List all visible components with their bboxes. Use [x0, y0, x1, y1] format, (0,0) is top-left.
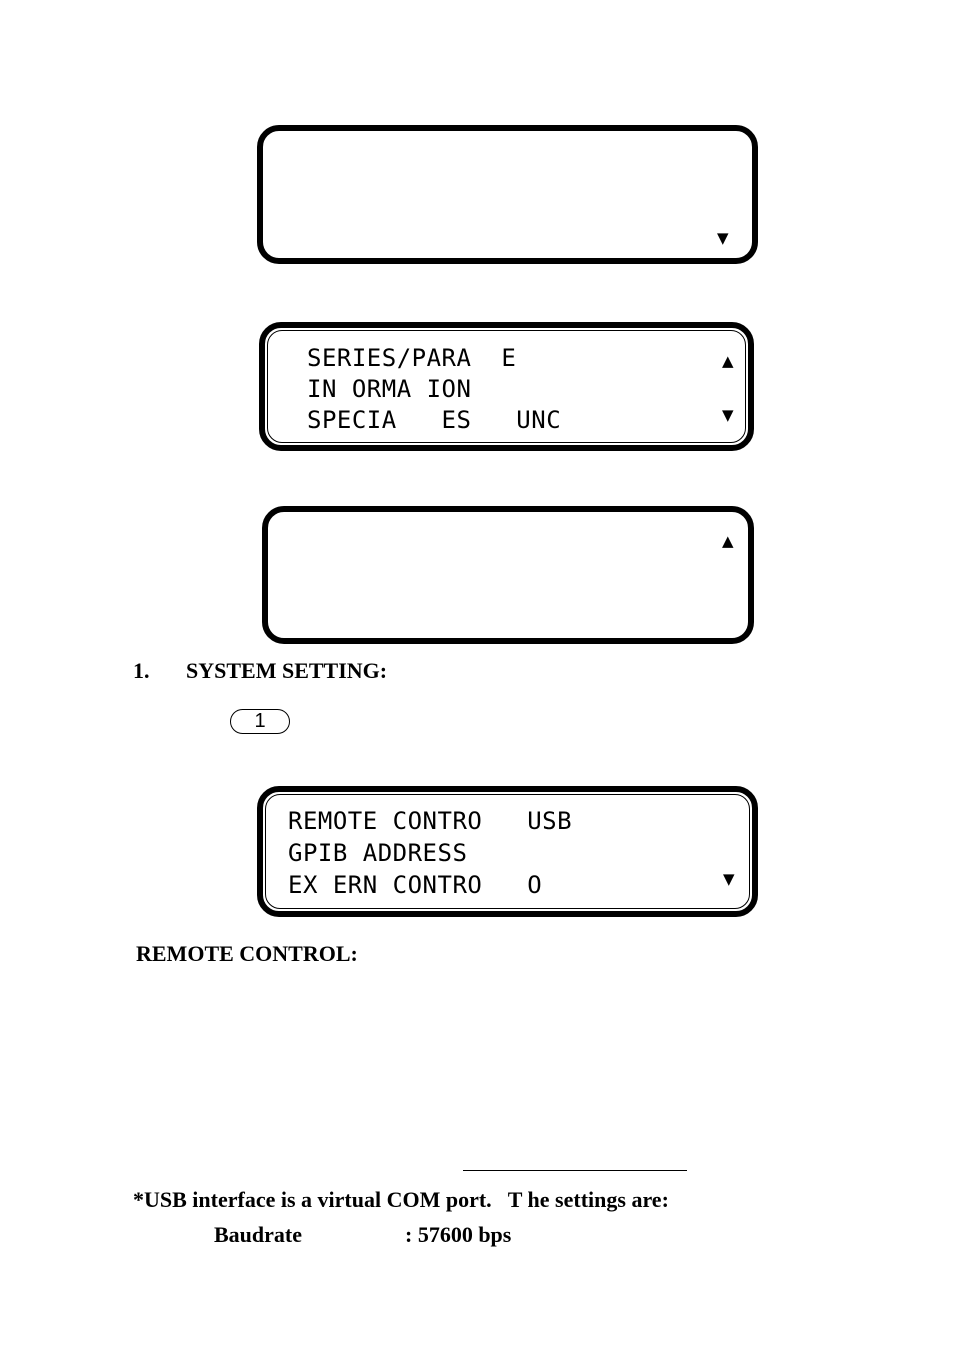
baudrate-value: : 57600 bps: [405, 1222, 512, 1247]
down-triangle-icon: ▼: [723, 870, 735, 888]
underline-rule: [463, 1170, 687, 1171]
lcd-display-menu: [259, 322, 754, 451]
lcd-settings-line-1: REMOTE CONTRO USB: [288, 807, 573, 835]
baudrate-label: Baudrate: [214, 1222, 302, 1247]
up-triangle-icon: ▲: [722, 352, 734, 370]
lcd-display-bottom: [262, 506, 754, 644]
key-1-button[interactable]: 1: [230, 709, 290, 734]
lcd-settings-line-3: EX ERN CONTRO O: [288, 871, 543, 899]
lcd-display-top: [257, 125, 758, 264]
lcd-menu-line-1: SERIES/PARA E: [307, 344, 517, 372]
down-triangle-icon: ▼: [717, 229, 729, 247]
section-title: SYSTEM SETTING:: [186, 658, 388, 683]
up-triangle-icon: ▲: [722, 532, 734, 550]
lcd-menu-line-2: IN ORMA ION: [307, 375, 472, 403]
lcd-display-settings: [257, 786, 758, 917]
section-number: 1.: [133, 658, 150, 683]
lcd-menu-line-3: SPECIA ES UNC: [307, 406, 562, 434]
down-triangle-icon: ▼: [722, 406, 734, 424]
usb-note: *USB interface is a virtual COM port. T he settings are:: [133, 1187, 669, 1212]
remote-control-heading: REMOTE CONTROL:: [136, 941, 358, 966]
lcd-settings-line-2: GPIB ADDRESS: [288, 839, 468, 867]
